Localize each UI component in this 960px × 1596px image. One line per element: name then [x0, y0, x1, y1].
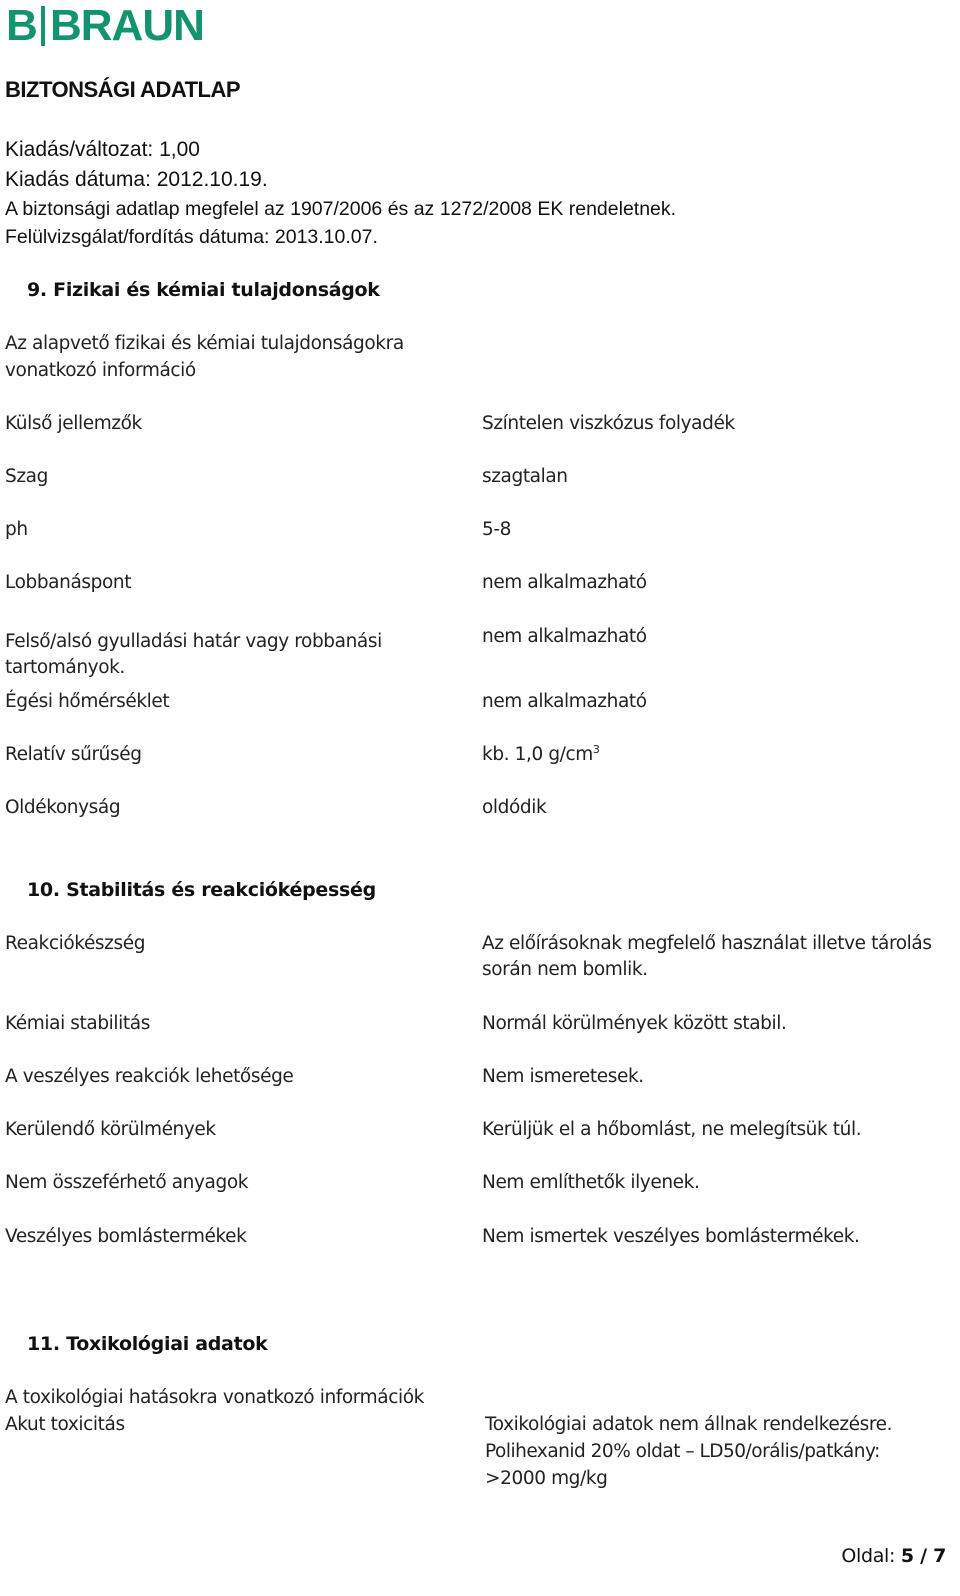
- logo-wordmark: BRAUN: [50, 1, 204, 50]
- value-hazardous-reactions: Nem ismeretesek.: [482, 1066, 644, 1087]
- page-number-value: 5 / 7: [900, 1545, 946, 1567]
- section-9-intro-cont: vonatkozó információ: [5, 360, 196, 381]
- page-number-prefix: Oldal:: [841, 1545, 901, 1567]
- section-9-intro: Az alapvető fizikai és kémiai tulajdonságokra: [5, 333, 404, 354]
- value-chemical-stability: Normál körülmények között stabil.: [482, 1013, 787, 1034]
- label-conditions-to-avoid: Kerülendő körülmények: [5, 1119, 216, 1140]
- section-11-intro: A toxikológiai hatásokra vonatkozó információk: [5, 1387, 424, 1408]
- label-ph: ph: [5, 519, 28, 540]
- label-chemical-stability: Kémiai stabilitás: [5, 1013, 150, 1034]
- label-solubility: Oldékonyság: [5, 797, 121, 818]
- label-explosion-limits: Felső/alsó gyulladási határ vagy robbanási tartományok.: [5, 631, 382, 678]
- section-10-title: 10. Stabilitás és reakcióképesség: [27, 879, 376, 901]
- value-appearance: Színtelen viszkózus folyadék: [482, 413, 735, 434]
- document-title: BIZTONSÁGI ADATLAP: [5, 77, 241, 102]
- label-relative-density: Relatív sűrűség: [5, 744, 142, 765]
- bbraun-logo: [6, 1, 256, 50]
- meta-version: Kiadás/változat: 1,00: [5, 138, 200, 161]
- value-relative-density: [482, 742, 600, 768]
- value-conditions-to-avoid: Kerüljük el a hőbomlást, ne melegítsük túl.: [482, 1119, 862, 1140]
- label-incompatible-materials: Nem összeférhető anyagok: [5, 1172, 249, 1193]
- label-hazardous-reactions: A veszélyes reakciók lehetősége: [5, 1066, 294, 1087]
- label-acute-toxicity: Akut toxicitás: [5, 1414, 125, 1435]
- value-flash-point: nem alkalmazható: [482, 572, 647, 593]
- label-appearance: Külső jellemzők: [5, 413, 142, 434]
- section-9-title: 9. Fizikai és kémiai tulajdonságok: [27, 279, 380, 301]
- meta-regulation: A biztonsági adatlap megfelel az 1907/2006 és az 1272/2008 EK rendeletnek.: [5, 198, 677, 220]
- label-flash-point: Lobbanáspont: [5, 572, 132, 593]
- value-acute-toxicity-ld50: Polihexanid 20% oldat – LD50/orális/patkány:: [485, 1441, 880, 1462]
- value-incompatible-materials: Nem említhetők ilyenek.: [482, 1172, 700, 1193]
- label-ignition-temperature: Égési hőmérséklet: [5, 691, 170, 712]
- value-acute-toxicity-dose: >2000 mg/kg: [485, 1468, 608, 1489]
- label-reactivity: Reakciókészség: [5, 933, 146, 954]
- value-ignition-temperature: nem alkalmazható: [482, 691, 647, 712]
- section-11-title: 11. Toxikológiai adatok: [27, 1333, 268, 1355]
- page-number: [841, 1545, 946, 1567]
- label-decomposition-products: Veszélyes bomlástermékek: [5, 1226, 247, 1247]
- value-decomposition-products: Nem ismertek veszélyes bomlástermékek.: [482, 1226, 860, 1247]
- logo-letter-b: B: [6, 1, 38, 50]
- logo-divider-bar: [41, 6, 45, 46]
- value-solubility: oldódik: [482, 797, 547, 818]
- meta-revision-date: Felülvizsgálat/fordítás dátuma: 2013.10.07.: [5, 226, 378, 248]
- meta-issue-date: Kiadás dátuma: 2012.10.19.: [5, 168, 268, 191]
- density-unit-superscript: 3: [592, 742, 600, 756]
- value-reactivity: Az előírásoknak megfelelő használat illetve tárolás során nem bomlik.: [482, 933, 932, 980]
- label-odor: Szag: [5, 466, 48, 487]
- value-explosion-limits: nem alkalmazható: [482, 626, 647, 647]
- value-acute-toxicity: Toxikológiai adatok nem állnak rendelkezésre.: [485, 1414, 893, 1435]
- value-odor: szagtalan: [482, 466, 568, 487]
- density-value-text: kb. 1,0 g/cm: [482, 744, 593, 765]
- value-ph: 5-8: [482, 519, 512, 540]
